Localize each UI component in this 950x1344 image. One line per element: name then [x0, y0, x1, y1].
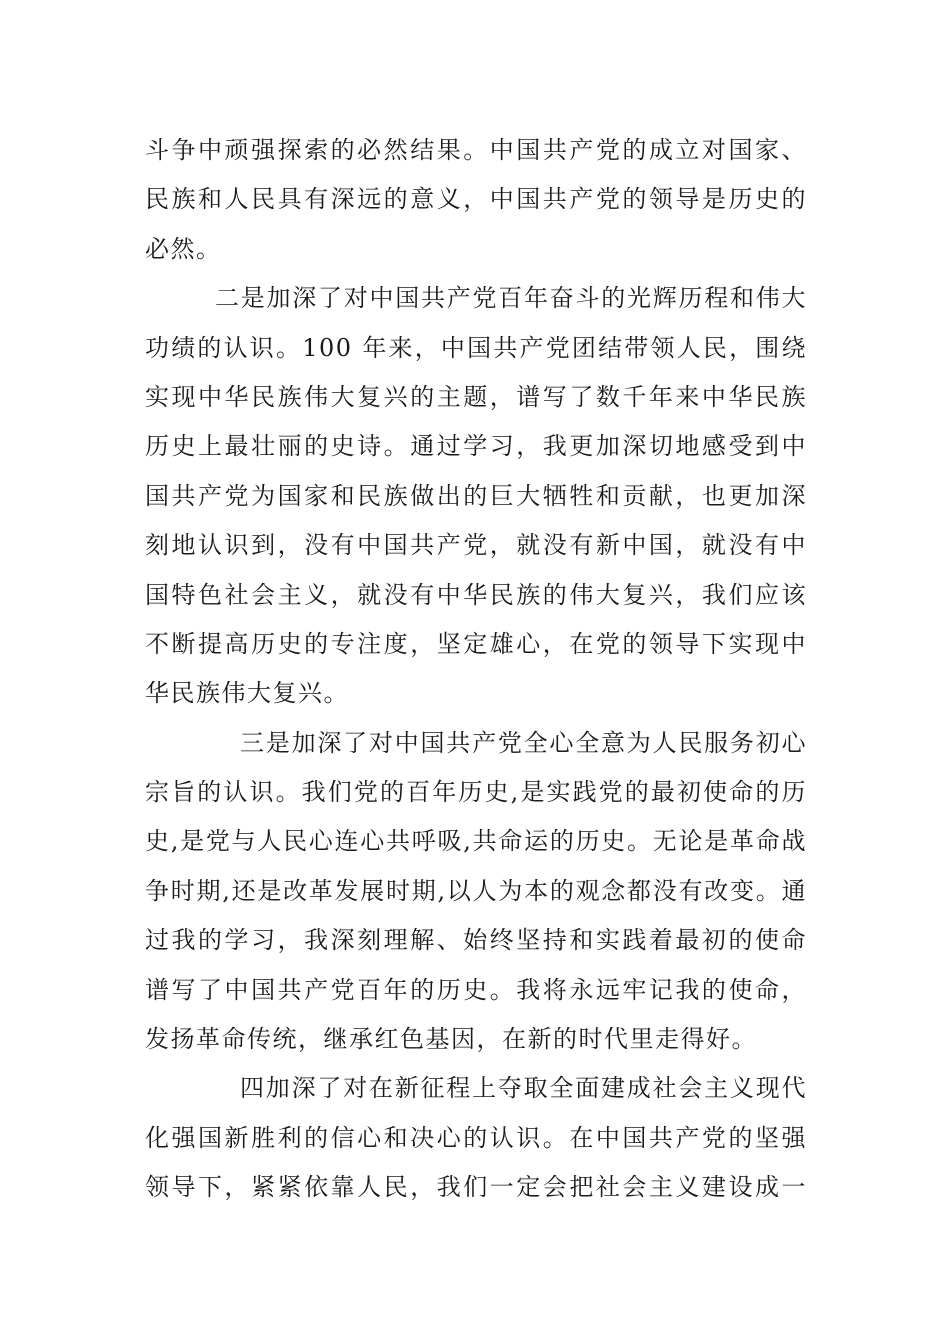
- text-line: 谱写了中国共产党百年的历史。我将永远牢记我的使命，: [145, 975, 807, 1004]
- text-line: 功绩的认识。100 年来，中国共产党团结带领人民，围绕: [145, 333, 807, 362]
- text-line: 不断提高历史的专注度，坚定雄心，在党的领导下实现中: [145, 629, 807, 658]
- text-line: 化强国新胜利的信心和决心的认识。在中国共产党的坚强: [145, 1123, 807, 1152]
- paragraph-point-three: [145, 719, 807, 1065]
- text-line: 领导下，紧紧依靠人民，我们一定会把社会主义建设成一: [145, 1173, 807, 1202]
- text-line: 发扬革命传统，继承红色基因，在新的时代里走得好。: [145, 1025, 757, 1054]
- text-line: 国特色社会主义，就没有中华民族的伟大复兴，我们应该: [145, 580, 807, 609]
- text-line: 必然。: [145, 234, 222, 263]
- text-line: 过我的学习，我深刻理解、始终坚持和实践着最初的使命: [145, 926, 807, 955]
- text-line: 刻地认识到，没有中国共产党，就没有新中国，就没有中: [145, 531, 807, 560]
- text-line: 国共产党为国家和民族做出的巨大牺牲和贡献，也更加深: [145, 481, 807, 510]
- text-line: 二是加深了对中国共产党百年奋斗的光辉历程和伟大: [215, 284, 807, 313]
- text-line: 争时期,还是改革发展时期,以人为本的观念都没有改变。通: [145, 876, 807, 905]
- text-line: 四加深了对在新征程上夺取全面建成社会主义现代: [240, 1074, 807, 1103]
- text-line: 实现中华民族伟大复兴的主题，谱写了数千年来中华民族: [145, 382, 807, 411]
- text-line: 宗旨的认识。我们党的百年历史,是实践党的最初使命的历: [145, 778, 807, 807]
- text-line: 历史上最壮丽的史诗。通过学习，我更加深切地感受到中: [145, 432, 807, 461]
- text-line: 史,是党与人民心连心共呼吸,共命运的历史。无论是革命战: [145, 827, 807, 856]
- document-body: [145, 126, 807, 1213]
- paragraph-continuation: [145, 126, 807, 274]
- paragraph-point-two: [145, 274, 807, 719]
- text-line: 斗争中顽强探索的必然结果。中国共产党的成立对国家、: [145, 136, 807, 164]
- text-line: 民族和人民具有深远的意义，中国共产党的领导是历史的: [145, 185, 807, 214]
- text-line: 华民族伟大复兴。: [145, 679, 349, 708]
- text-line: 三是加深了对中国共产党全心全意为人民服务初心: [240, 728, 807, 757]
- paragraph-point-four: [145, 1064, 807, 1212]
